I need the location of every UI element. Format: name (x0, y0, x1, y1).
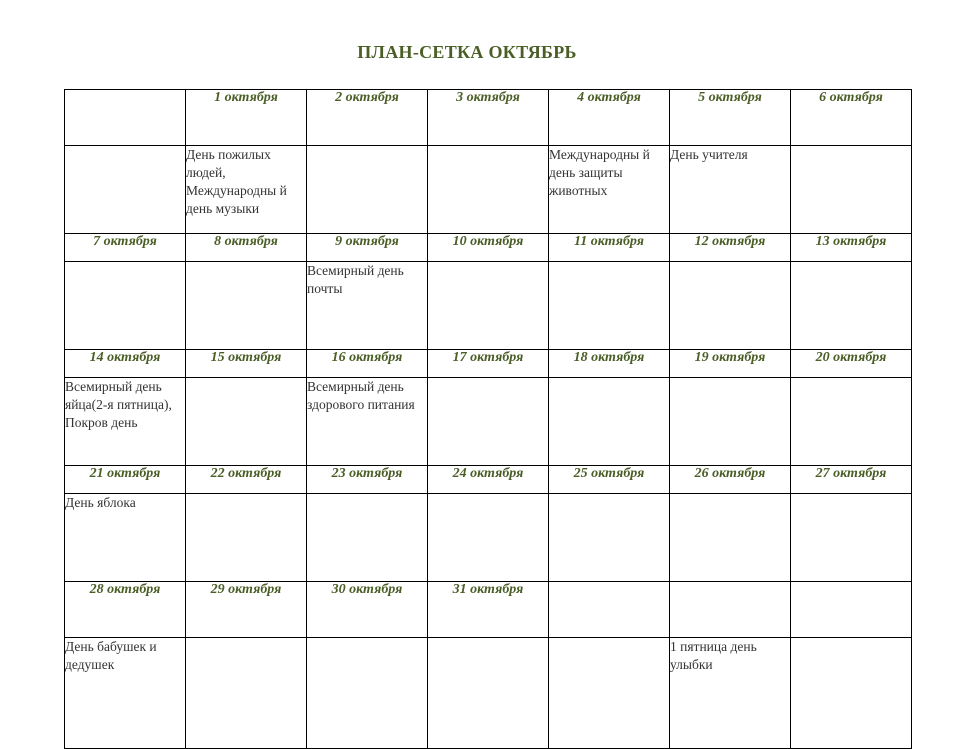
date-cell: 24 октября (428, 466, 549, 494)
date-cell: 27 октября (791, 466, 912, 494)
date-cell: 6 октября (791, 90, 912, 146)
note-cell (791, 378, 912, 466)
notes-row (65, 638, 912, 749)
note-cell (65, 378, 186, 466)
notes-row (65, 262, 912, 350)
date-cell: 14 октября (65, 350, 186, 378)
note-cell (186, 146, 307, 234)
date-cell (65, 90, 186, 146)
note-cell (186, 378, 307, 466)
date-cell: 3 октября (428, 90, 549, 146)
note-text: День пожилых людей, Международны й день музыки (186, 147, 287, 216)
date-cell: 21 октября (65, 466, 186, 494)
note-text: День бабушек и дедушек (65, 639, 157, 672)
note-cell (791, 262, 912, 350)
note-cell (307, 494, 428, 582)
note-cell (549, 262, 670, 350)
note-cell (307, 378, 428, 466)
date-cell: 23 октября (307, 466, 428, 494)
date-cell: 11 октября (549, 234, 670, 262)
note-cell (65, 146, 186, 234)
date-cell (791, 582, 912, 638)
note-cell (307, 146, 428, 234)
note-cell (670, 638, 791, 749)
note-cell (549, 378, 670, 466)
date-cell: 13 октября (791, 234, 912, 262)
date-cell: 10 октября (428, 234, 549, 262)
date-cell: 16 октября (307, 350, 428, 378)
date-row (65, 350, 912, 378)
note-cell (549, 494, 670, 582)
note-cell (428, 638, 549, 749)
date-cell: 28 октября (65, 582, 186, 638)
note-text: Всемирный день яйца(2-я пятница), Покров день (65, 379, 172, 430)
date-cell: 18 октября (549, 350, 670, 378)
date-cell: 19 октября (670, 350, 791, 378)
note-cell (670, 146, 791, 234)
note-text: Международны й день защиты животных (549, 147, 650, 198)
note-text: Всемирный день почты (307, 263, 404, 296)
date-cell: 26 октября (670, 466, 791, 494)
date-row (65, 234, 912, 262)
note-cell (65, 494, 186, 582)
note-cell (428, 378, 549, 466)
date-row (65, 582, 912, 638)
note-cell (791, 146, 912, 234)
calendar-grid (64, 89, 912, 749)
note-cell (549, 638, 670, 749)
date-cell: 22 октября (186, 466, 307, 494)
note-cell (670, 378, 791, 466)
notes-row (65, 146, 912, 234)
date-cell: 5 октября (670, 90, 791, 146)
note-text: Всемирный день здорового питания (307, 379, 415, 412)
note-cell (670, 494, 791, 582)
note-cell (428, 262, 549, 350)
date-row (65, 466, 912, 494)
note-cell (307, 638, 428, 749)
notes-row (65, 378, 912, 466)
date-cell: 30 октября (307, 582, 428, 638)
date-cell: 17 октября (428, 350, 549, 378)
note-cell (307, 262, 428, 350)
note-text: 1 пятница день улыбки (670, 639, 757, 672)
note-text: День учителя (670, 147, 748, 162)
page-title: ПЛАН-СЕТКА ОКТЯБРЬ (357, 42, 577, 62)
note-cell (549, 146, 670, 234)
note-cell (791, 638, 912, 749)
date-cell (670, 582, 791, 638)
note-cell (791, 494, 912, 582)
note-cell (65, 262, 186, 350)
date-cell: 9 октября (307, 234, 428, 262)
date-cell: 29 октября (186, 582, 307, 638)
note-cell (428, 494, 549, 582)
date-cell (549, 582, 670, 638)
date-cell: 8 октября (186, 234, 307, 262)
date-cell: 1 октября (186, 90, 307, 146)
note-text: День яблока (65, 495, 136, 510)
date-cell: 12 октября (670, 234, 791, 262)
date-cell: 20 октября (791, 350, 912, 378)
date-row (65, 90, 912, 146)
note-cell (670, 262, 791, 350)
date-cell: 31 октября (428, 582, 549, 638)
date-cell: 25 октября (549, 466, 670, 494)
date-cell: 2 октября (307, 90, 428, 146)
note-cell (65, 638, 186, 749)
note-cell (186, 262, 307, 350)
note-cell (186, 494, 307, 582)
note-cell (428, 146, 549, 234)
date-cell: 15 октября (186, 350, 307, 378)
notes-row (65, 494, 912, 582)
note-cell (186, 638, 307, 749)
date-cell: 4 октября (549, 90, 670, 146)
date-cell: 7 октября (65, 234, 186, 262)
